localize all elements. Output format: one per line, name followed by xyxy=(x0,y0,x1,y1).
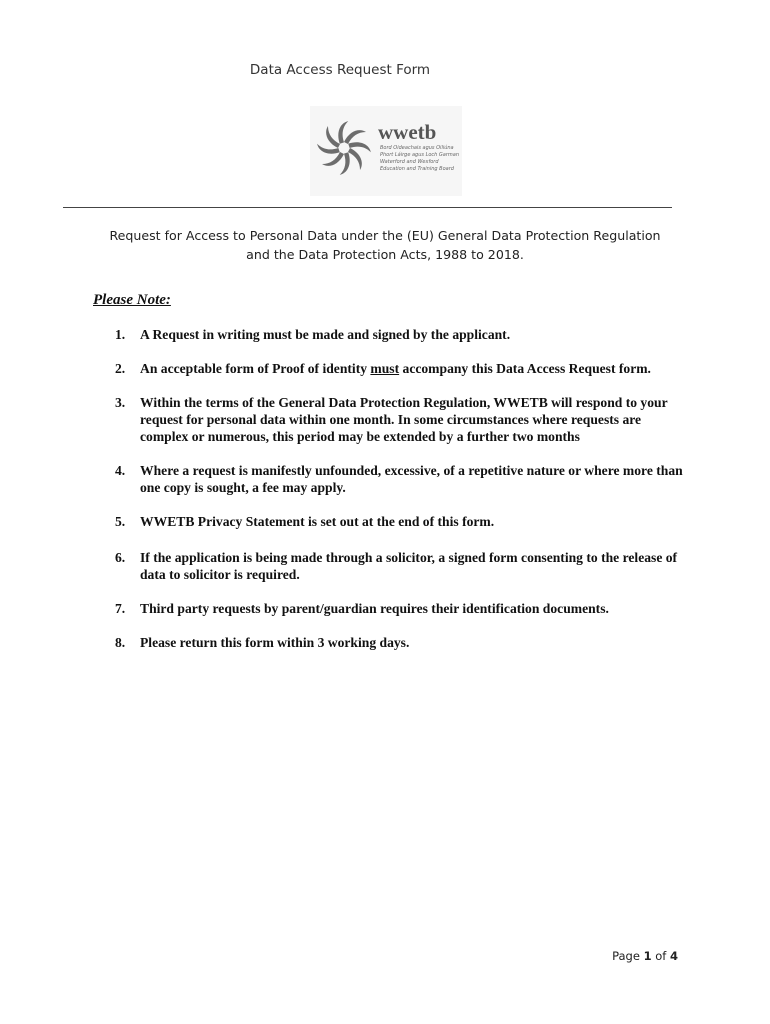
list-text: Third party requests by parent/guardian requires their identification documents. xyxy=(140,601,609,616)
list-item xyxy=(115,634,685,651)
notes-list xyxy=(115,326,685,651)
logo-tagline-1: Bord Oideachais agus Oiliúna xyxy=(380,145,454,151)
list-text: A Request in writing must be made and signed by the applicant. xyxy=(140,327,511,342)
intro-line-1: Request for Access to Personal Data under the (EU) General Data Protection Regulation xyxy=(109,228,661,243)
list-item xyxy=(115,600,685,617)
page-number xyxy=(612,949,678,963)
list-number: 8. xyxy=(115,635,126,650)
header-divider xyxy=(63,207,672,208)
list-item xyxy=(115,462,685,496)
logo-tagline-4: Education and Training Board xyxy=(380,166,454,172)
list-item xyxy=(115,326,685,343)
wwetb-logo xyxy=(310,106,462,196)
intro-text xyxy=(90,226,680,264)
list-text: Please return this form within 3 working days. xyxy=(140,635,410,650)
page-label: Page xyxy=(612,949,640,963)
list-text: Where a request is manifestly unfounded, excessive, of a repetitive nature or where more than one copy is sought, a fee may apply. xyxy=(140,463,683,495)
intro-line-2: and the Data Protection Acts, 1988 to 2018. xyxy=(246,247,524,262)
list-number: 4. xyxy=(115,463,126,478)
list-number: 1. xyxy=(115,327,126,342)
current-page: 1 xyxy=(643,949,652,963)
list-text: Within the terms of the General Data Protection Regulation, WWETB will respond to your request for personal data within one month. In some circumstances where requests are complex or numerous, this period may be extended by a further two months xyxy=(140,395,668,444)
please-note-heading: Please Note: xyxy=(93,292,171,308)
logo-tagline-3: Waterford and Wexford xyxy=(380,159,439,165)
wwetb-swirl-icon xyxy=(310,106,462,196)
of-label: of xyxy=(655,949,667,963)
list-item xyxy=(115,394,685,445)
list-number: 6. xyxy=(115,550,126,565)
document-title: Data Access Request Form xyxy=(249,62,431,78)
list-item xyxy=(115,549,685,583)
list-number: 3. xyxy=(115,395,126,410)
list-number: 5. xyxy=(115,514,126,529)
list-text: If the application is being made through a solicitor, a signed form consenting to the release of data to solicitor is required. xyxy=(140,550,678,582)
list-text-emphasis: must xyxy=(370,361,400,376)
list-item xyxy=(115,360,685,377)
logo-wordmark: wwetb xyxy=(378,120,437,144)
list-number: 7. xyxy=(115,601,126,616)
list-item xyxy=(115,513,685,530)
list-text: WWETB Privacy Statement is set out at the end of this form. xyxy=(140,514,495,529)
list-number: 2. xyxy=(115,361,126,376)
list-text-before: An acceptable form of Proof of identity xyxy=(140,361,371,376)
total-pages: 4 xyxy=(669,949,678,963)
list-text-after: accompany this Data Access Request form. xyxy=(399,361,651,376)
logo-tagline-2: Phort Láirge agus Loch Garman xyxy=(380,152,460,158)
